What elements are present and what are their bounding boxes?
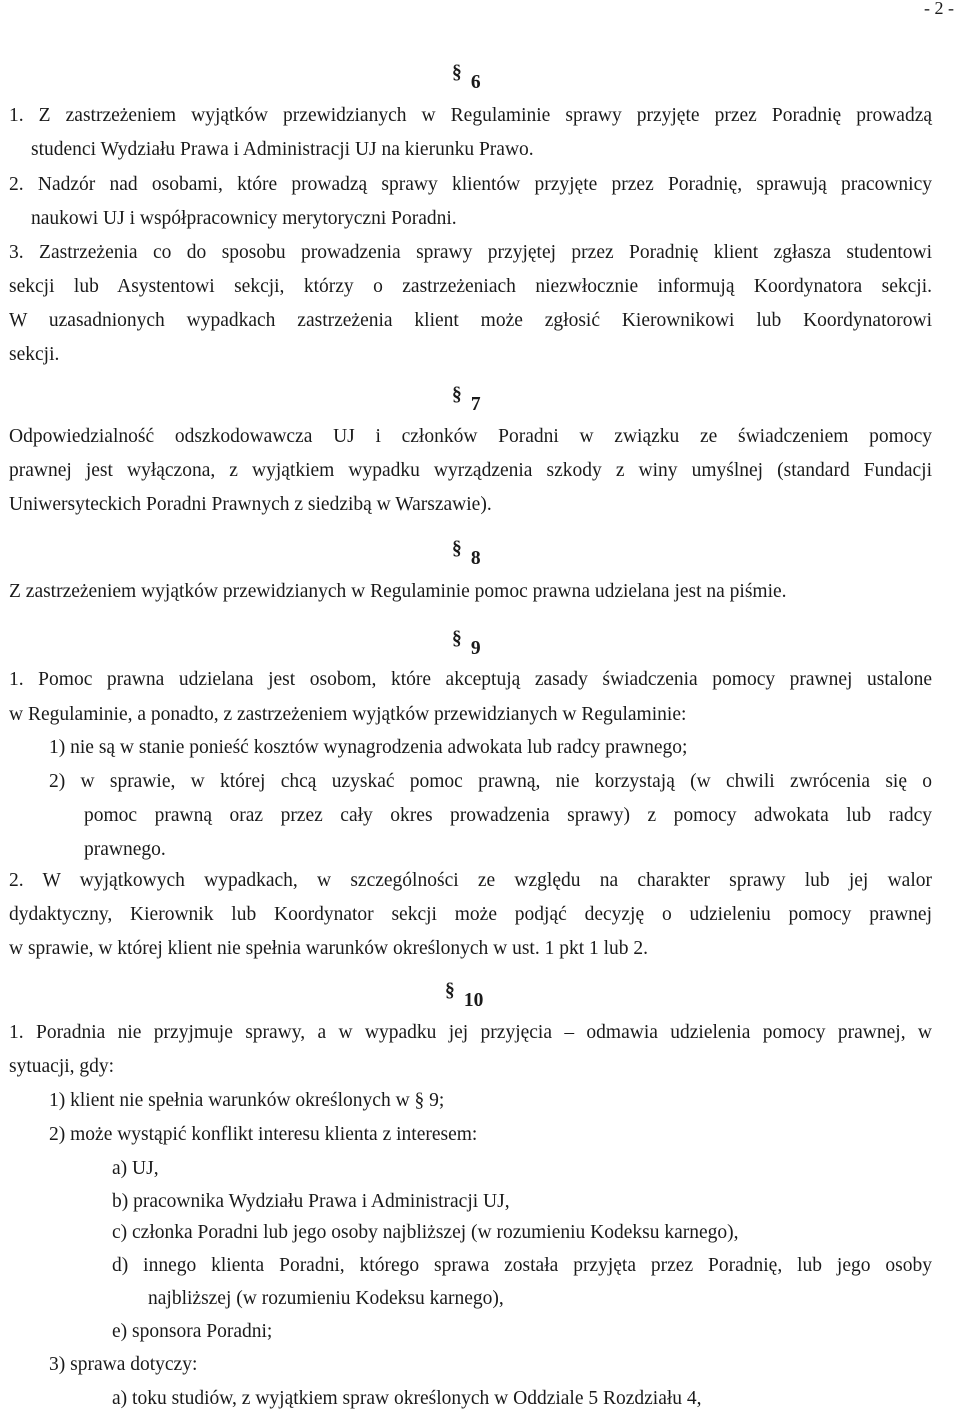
text-line: prawnego. xyxy=(84,839,166,860)
text-line: 1. Pomoc prawna udzielana jest osobom, które akceptują zasady świadczenia pomocy prawnej ustalone xyxy=(9,669,932,690)
text-line: Z zastrzeżeniem wyjątków przewidzianych w Regulaminie pomoc prawna udzielana jest na piśmie. xyxy=(9,581,787,602)
text-line: 2) może wystąpić konflikt interesu klienta z interesem: xyxy=(49,1124,478,1145)
text-line: Odpowiedzialność odszkodowawcza UJ i członków Poradni w związku ze świadczeniem pomocy xyxy=(9,426,932,447)
text-line: w sprawie, w której klient nie spełnia warunków określonych w ust. 1 pkt 1 lub 2. xyxy=(9,938,649,959)
text-line: W uzasadnionych wypadkach zastrzeżenia klient może zgłosić Kierownikowi lub Koordynatorowi xyxy=(9,310,932,331)
section-number: 10 xyxy=(459,990,484,1011)
text-line: 2. W wyjątkowych wypadkach, w szczególności ze względu na charakter sprawy lub jej walor xyxy=(9,870,932,891)
text-line: a) UJ, xyxy=(112,1158,159,1179)
section-number: 9 xyxy=(466,638,481,659)
section-sign: § xyxy=(445,980,455,1001)
text-line: naukowi UJ i współpracownicy merytoryczni Poradni. xyxy=(31,208,457,229)
text-line: 1. Poradnia nie przyjmuje sprawy, a w wypadku jej przyjęcia – odmawia udzielenia pomocy prawnej, w xyxy=(9,1022,932,1043)
section-sign: § xyxy=(452,538,462,559)
text-line: sekcji lub Asystentowi sekcji, którzy o zastrzeżeniach niezwłocznie informują Koordynatora sekcji. xyxy=(9,276,932,297)
text-line: sytuacji, gdy: xyxy=(9,1056,115,1077)
text-line: studenci Wydziału Prawa i Administracji UJ na kierunku Prawo. xyxy=(31,139,534,160)
text-line: najbliższej (w rozumieniu Kodeksu karnego), xyxy=(148,1288,504,1309)
text-line: 1) nie są w stanie ponieść kosztów wynagrodzenia adwokata lub radcy prawnego; xyxy=(49,737,688,758)
section-sign: § xyxy=(452,628,462,649)
text-line: 3. Zastrzeżenia co do sposobu prowadzenia sprawy przyjętej przez Poradnię klient zgłasza studentowi xyxy=(9,242,932,263)
text-line: c) członka Poradni lub jego osoby najbliższej (w rozumieniu Kodeksu karnego), xyxy=(112,1222,739,1243)
section-sign: § xyxy=(452,62,462,83)
text-line: w Regulaminie, a ponadto, z zastrzeżeniem wyjątków przewidzianych w Regulaminie: xyxy=(9,704,687,725)
text-line: prawnej jest wyłączona, z wyjątkiem wypadku wyrządzenia szkody z winy umyślnej (standard Fundacji xyxy=(9,460,932,481)
text-line: sekcji. xyxy=(9,344,60,365)
section-number: 6 xyxy=(466,72,481,93)
text-line: 1. Z zastrzeżeniem wyjątków przewidzianych w Regulaminie sprawy przyjęte przez Poradnię prowadzą xyxy=(9,105,932,126)
text-line: 2) w sprawie, w której chcą uzyskać pomoc prawną, nie korzystają (w chwili zwrócenia się o xyxy=(49,771,932,792)
text-line: 2. Nadzór nad osobami, które prowadzą sprawy klientów przyjęte przez Poradnię, sprawują pracownicy xyxy=(9,174,932,195)
text-line: d) innego klienta Poradni, którego sprawa została przyjęta przez Poradnię, lub jego osoby xyxy=(112,1255,932,1276)
section-number: 7 xyxy=(466,394,481,415)
text-line: 1) klient nie spełnia warunków określonych w § 9; xyxy=(49,1090,445,1111)
section-heading xyxy=(452,384,481,416)
text-line: e) sponsora Poradni; xyxy=(112,1321,273,1342)
text-line: dydaktyczny, Kierownik lub Koordynator sekcji może podjąć decyzję o udzieleniu pomocy prawnej xyxy=(9,904,932,925)
text-line: Uniwersyteckich Poradni Prawnych z siedzibą w Warszawie). xyxy=(9,494,492,515)
text-line: pomoc prawną oraz przez cały okres prowadzenia sprawy) z pomocy adwokata lub radcy xyxy=(84,805,932,826)
section-heading xyxy=(452,62,481,94)
page-number: - 2 - xyxy=(924,0,954,18)
section-heading xyxy=(452,628,481,660)
text-line: b) pracownika Wydziału Prawa i Administracji UJ, xyxy=(112,1191,510,1212)
text-line: 3) sprawa dotyczy: xyxy=(49,1354,198,1375)
section-sign: § xyxy=(452,384,462,405)
section-heading xyxy=(445,980,484,1012)
section-heading xyxy=(452,538,481,570)
text-line: a) toku studiów, z wyjątkiem spraw określonych w Oddziale 5 Rozdziału 4, xyxy=(112,1388,702,1409)
section-number: 8 xyxy=(466,548,481,569)
